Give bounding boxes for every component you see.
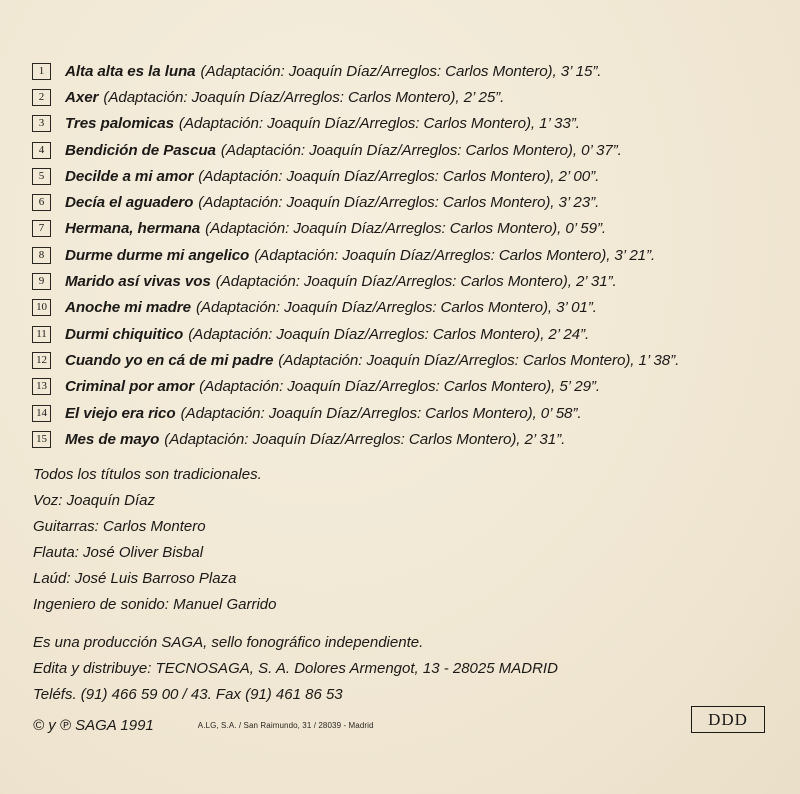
track-number: 12: [32, 352, 51, 369]
track-detail: (Adaptación: Joaquín Díaz/Arreglos: Carlos Montero), 2’ 25”.: [103, 88, 505, 106]
track-row: [32, 189, 792, 215]
credit-lute: Laúd: José Luis Barroso Plaza: [33, 570, 237, 587]
track-row: [32, 400, 792, 426]
track-row: [32, 347, 792, 373]
track-row: [32, 242, 792, 268]
printer-credit: A.LG, S.A. / San Raimundo, 31 / 28039 - Madrid: [197, 720, 374, 730]
credits-block: [33, 462, 733, 618]
track-number: 3: [32, 115, 51, 132]
track-row: [32, 137, 792, 163]
track-number: 8: [32, 247, 51, 264]
traditional-note: Todos los títulos son tradicionales.: [33, 466, 262, 483]
track-title: Bendición de Pascua: [65, 141, 216, 159]
track-number: 1: [32, 63, 51, 80]
track-title: Mes de mayo: [65, 430, 160, 448]
distributor-line: Edita y distribuye: TECNOSAGA, S. A. Dolores Armengot, 13 - 28025 MADRID: [33, 660, 558, 677]
track-detail: (Adaptación: Joaquín Díaz/Arreglos: Carlos Montero), 3’ 15”.: [200, 62, 602, 80]
track-row: [32, 216, 792, 242]
track-row: [32, 111, 792, 137]
track-detail: (Adaptación: Joaquín Díaz/Arreglos: Carlos Montero), 5’ 29”.: [199, 378, 600, 396]
track-detail: (Adaptación: Joaquín Díaz/Arreglos: Carlos Montero), 2’ 00”.: [198, 167, 600, 185]
track-title: Axer: [65, 88, 99, 106]
track-row: [32, 426, 792, 452]
track-title: El viejo era rico: [65, 404, 176, 422]
track-number: 14: [32, 405, 51, 422]
track-row: [32, 321, 792, 347]
credit-voice: Voz: Joaquín Díaz: [33, 492, 156, 509]
track-title: Criminal por amor: [65, 378, 195, 396]
track-detail: (Adaptación: Joaquín Díaz/Arreglos: Carlos Montero), 3’ 21”.: [254, 246, 656, 264]
track-number: 7: [32, 220, 51, 237]
track-title: Durmi chiquitico: [65, 325, 184, 343]
track-number: 4: [32, 142, 51, 159]
track-row: [32, 163, 792, 189]
track-title: Alta alta es la luna: [65, 62, 196, 80]
ddd-badge: DDD: [691, 706, 765, 733]
track-number: 2: [32, 89, 51, 106]
credit-engineer: Ingeniero de sonido: Manuel Garrido: [33, 596, 277, 613]
credit-flute: Flauta: José Oliver Bisbal: [33, 544, 204, 561]
track-number: 9: [32, 273, 51, 290]
track-title: Decía el aguadero: [65, 194, 194, 212]
track-number: 6: [32, 194, 51, 211]
track-detail: (Adaptación: Joaquín Díaz/Arreglos: Carlos Montero), 3’ 01”.: [195, 299, 597, 317]
track-detail: (Adaptación: Joaquín Díaz/Arreglos: Carlos Montero), 2’ 24”.: [188, 325, 590, 343]
track-detail: (Adaptación: Joaquín Díaz/Arreglos: Carlos Montero), 2’ 31”.: [215, 273, 617, 291]
production-block: [33, 630, 733, 708]
track-detail: (Adaptación: Joaquín Díaz/Arreglos: Carlos Montero), 1’ 33”.: [178, 115, 580, 133]
track-detail: (Adaptación: Joaquín Díaz/Arreglos: Carlos Montero), 0’ 59”.: [205, 220, 607, 238]
track-number: 13: [32, 378, 51, 395]
phone-line: Teléfs. (91) 466 59 00 / 43. Fax (91) 461 86 53: [33, 686, 343, 703]
track-title: Anoche mi madre: [65, 299, 191, 317]
track-title: Hermana, hermana: [65, 220, 201, 238]
track-number: 15: [32, 431, 51, 448]
track-detail: (Adaptación: Joaquín Díaz/Arreglos: Carlos Montero), 3’ 23”.: [198, 194, 600, 212]
track-list: [32, 58, 792, 452]
track-row: [32, 268, 792, 294]
credit-guitars: Guitarras: Carlos Montero: [33, 518, 206, 535]
track-title: Cuando yo en cá de mi padre: [65, 351, 274, 369]
track-row: [32, 58, 792, 84]
copyright-row: [33, 712, 374, 738]
track-detail: (Adaptación: Joaquín Díaz/Arreglos: Carlos Montero), 2’ 31”.: [164, 430, 566, 448]
track-detail: (Adaptación: Joaquín Díaz/Arreglos: Carlos Montero), 0’ 58”.: [180, 404, 582, 422]
track-row: [32, 295, 792, 321]
track-title: Decilde a mi amor: [65, 167, 194, 185]
track-detail: (Adaptación: Joaquín Díaz/Arreglos: Carlos Montero), 0’ 37”.: [220, 141, 622, 159]
production-label-line: Es una producción SAGA, sello fonográfico independiente.: [33, 634, 424, 651]
track-number: 5: [32, 168, 51, 185]
track-title: Tres palomicas: [65, 115, 174, 133]
track-row: [32, 374, 792, 400]
track-title: Marido así vivas vos: [65, 273, 211, 291]
copyright-text: © y ℗ SAGA 1991: [33, 716, 154, 734]
track-title: Durme durme mi angelico: [65, 246, 250, 264]
track-row: [32, 84, 792, 110]
track-number: 10: [32, 299, 51, 316]
track-number: 11: [32, 326, 51, 343]
track-detail: (Adaptación: Joaquín Díaz/Arreglos: Carlos Montero), 1’ 38”.: [278, 351, 680, 369]
